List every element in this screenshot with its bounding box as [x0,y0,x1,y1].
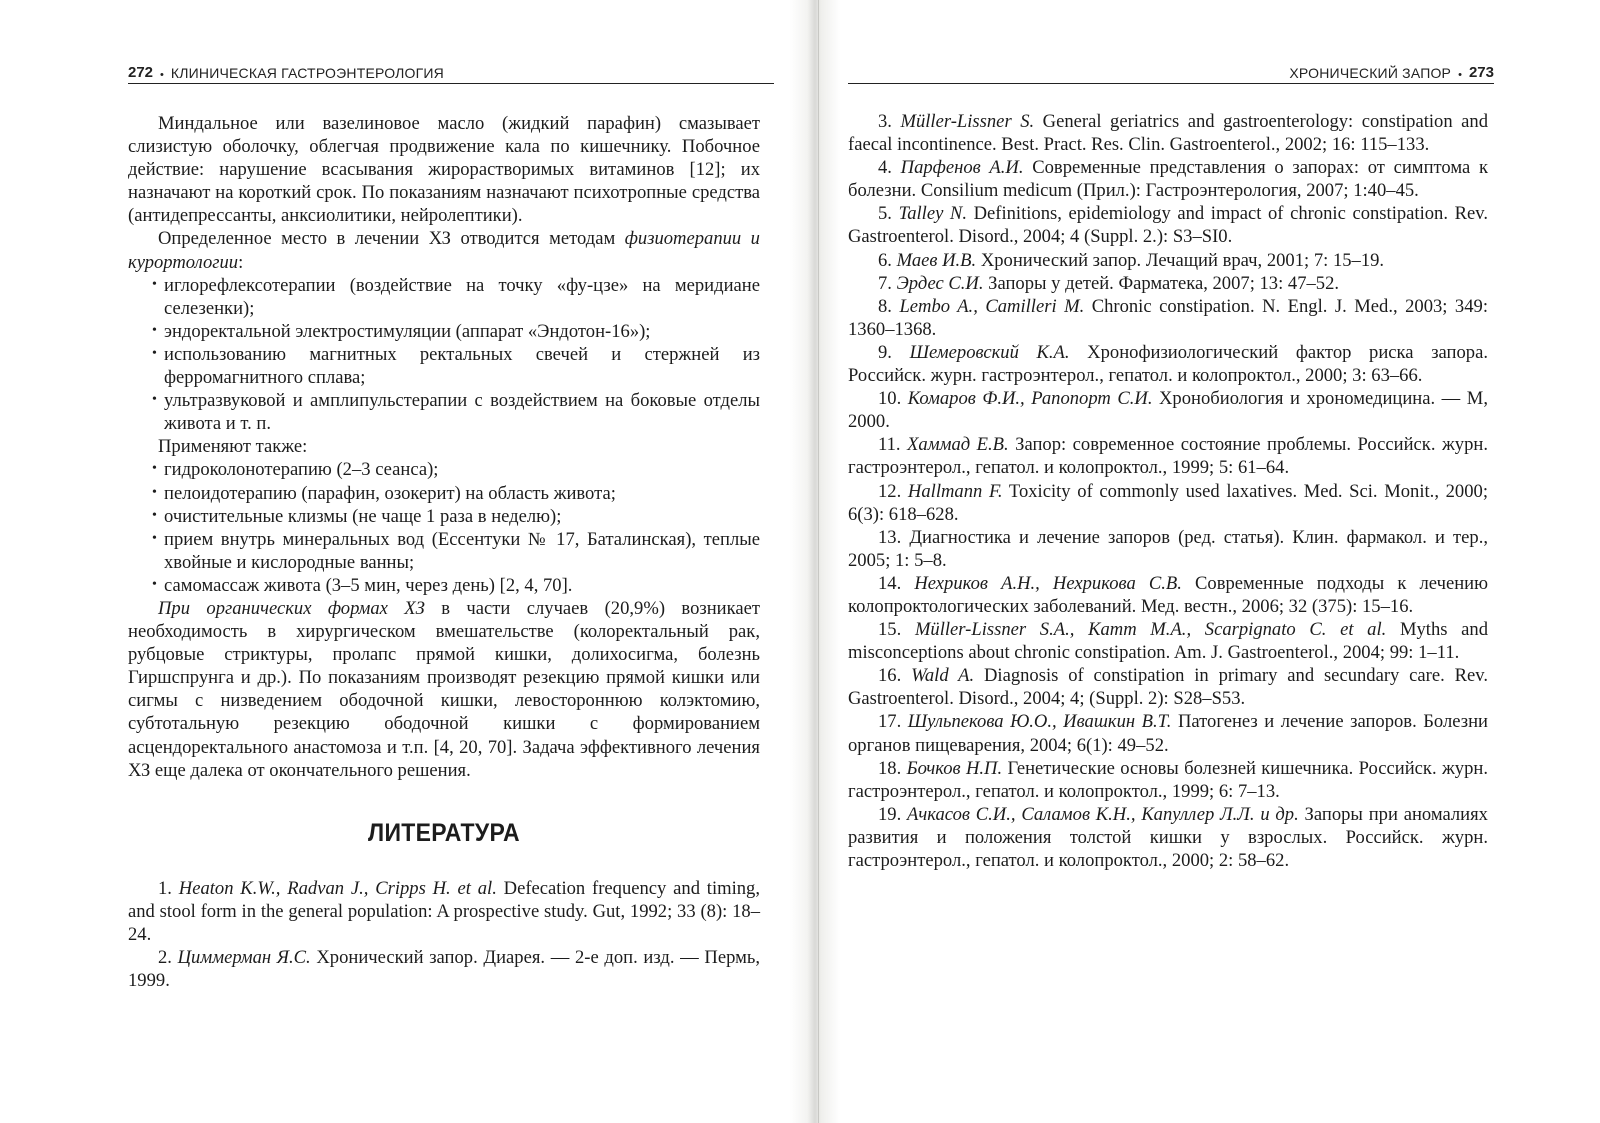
ref-text: Современные подходы к лечению колопроктологических заболеваний. Мед. вестн., 2006; 32 (375): 15–16. [848,572,1488,617]
reference-item [848,572,1488,618]
ref-authors: Нехриков А.Н., Нехрикова С.В. [914,572,1182,594]
paragraph-physiotherapy-intro [128,227,760,273]
reference-item [848,295,1488,341]
list-item: • очистительные клизмы (не чаще 1 раза в неделю); [152,505,760,528]
ref-number: 5. [878,203,892,225]
ref-authors: Hallmann F. [907,480,1003,502]
ref-text: Хронофизиологический фактор риска запора. Российск. журн. гастроэнтерол., гепатол. и колопроктол., 2000; 3: 63–66. [848,341,1489,387]
reference-item [128,877,760,946]
ref-text: Патогенез и лечение запоров. Болезни органов пищеварения, 2004; 6(1): 49–52. [848,711,1488,756]
ref-text: Хронобиология и хрономедицина. — М, 2000. [848,388,1488,433]
ref-authors: Парфенов А.И. [900,157,1024,179]
paragraph-oils: Миндальное или вазелиновое масло (жидкий парафин) смазывает слизистую оболочку, облегчая продвижение кала по кишечнику. Побочное действие: нарушение всасывания жирорастворимых витаминов [12]; их назначают на короткий срок. По показаниям назначают психотропные средства (антидепрессанты, анксиолитики, нейролептики). [128,113,760,227]
ref-text: Хронический запор. Лечащий врач, 2001; 7: 15–19. [976,249,1385,271]
reference-item [848,526,1488,572]
ref-authors: Хаммад Е.В. [907,434,1009,456]
ref-authors: Müller-Lissner S. [900,111,1035,132]
book-gutter [790,0,840,1123]
ref-text: Definitions, epidemiology and impact of chronic constipation. Rev. Gastroenterol. Disord., 2004; 4 (Suppl. 2.): S3–SI0. [848,203,1488,248]
reference-item [848,272,1488,295]
paragraph-surgery [128,597,760,782]
ref-number: 6. [878,249,892,271]
ref-authors: Heaton K.W., Radvan J., Cripps H. et al. [178,877,497,899]
ref-text: Хронический запор. Диарея. — 2-е доп. изд. — Пермь, 1999. [128,947,760,992]
right-header-separator: • [1458,69,1462,81]
list-item: • пелоидотерапию (парафин, озокерит) на область живота; [152,482,760,505]
ref-text: Запоры при аномалиях развития и положения толстой кишки у взрослых. Российск. журн. гастроэнтерол., гепатол. и колопроктол., 2000; 2: 58–62. [848,803,1488,871]
ref-text: Chronic constipation. N. Engl. J. Med., 2003; 349: 1360–1368. [848,295,1488,340]
ref-text: Диагностика и лечение запоров (ред. статья). Клин. фармакол. и тер., 2005; 1: 5–8. [848,526,1488,571]
ref-number: 10. [878,388,902,410]
ref-number: 16. [878,665,902,687]
left-running-title: КЛИНИЧЕСКАЯ ГАСТРОЭНТЕРОЛОГИЯ [170,65,444,81]
reference-item [848,110,1488,156]
list-item: • эндоректальной электростимуляции (аппарат «Эндотон-16»); [152,320,760,343]
also-applied-list [128,458,760,597]
right-reference-list [848,110,1488,872]
ref-number: 18. [878,757,902,779]
right-running-head [848,58,1494,84]
ref-authors: Шульпекова Ю.О., Ивашкин В.Т. [907,711,1172,733]
reference-item [848,156,1488,202]
literature-heading: ЛИТЕРАТУРА [368,818,520,847]
ref-authors: Комаров Ф.И., Рапопорт С.И. [907,388,1153,410]
reference-item [848,803,1488,872]
ref-text: Запор: современное состояние проблемы. Российск. журн. гастроэнтерол., гепатол. и колопроктол., 1999; 5: 61–64. [848,434,1488,479]
right-running-title: ХРОНИЧЕСКИЙ ЗАПОР [1289,65,1452,81]
physio-intro-emphasis: физиотерапии и курортологии [128,228,760,273]
ref-authors: Ачкасов С.И., Саламов К.Н., Капуллер Л.Л. и др. [907,803,1299,825]
reference-item [848,202,1488,248]
ref-number: 11. [878,434,901,456]
ref-number: 13. [878,526,902,548]
ref-number: 17. [878,711,902,733]
right-page-number: 273 [1468,64,1494,81]
ref-number: 4. [878,157,892,179]
reference-item [848,387,1488,433]
reference-item [848,341,1488,387]
reference-item [848,249,1488,272]
reference-item [128,946,760,992]
left-body-text [128,112,760,992]
physio-intro-tail: : [238,251,244,273]
ref-authors: Müller-Lissner S.A., Kamm M.A., Scarpignato C. et al. [914,619,1387,641]
list-item: • самомассаж живота (3–5 мин, через день) [2, 4, 70]. [152,574,760,597]
ref-number: 15. [878,619,902,641]
list-item: • использованию магнитных ректальных свечей и стержней из ферромагнитного сплава; [152,343,760,389]
ref-number: 3. [878,111,892,132]
ref-number: 19. [878,803,902,825]
list-item: • ультразвуковой и амплипульстерапии с воздействием на боковые отделы живота и т. п. [152,389,760,435]
ref-text: Defecation frequency and timing, and stool form in the general population: A prospective study. Gut, 1992; 33 (8): 18–24. [128,877,760,945]
ref-text: General geriatrics and gastroenterology: constipation and faecal incontinence. Best. Pract. Res. Clin. Gastroenterol., 2002; 16: 115–133. [848,111,1489,156]
list-item: • гидроколонотерапию (2–3 сеанса); [152,458,760,481]
ref-number: 8. [878,295,892,317]
ref-text: Генетические основы болезней кишечника. Российск. журн. гастроэнтерол., гепатол. и колопроктол., 1999; 6: 7–13. [848,757,1489,802]
ref-number: 7. [878,272,892,294]
physio-intro-lead: Определенное место в лечении ХЗ отводится методам [158,228,625,250]
reference-item [848,664,1488,710]
ref-number: 9. [878,341,892,363]
ref-authors: Wald A. [911,665,975,687]
reference-item [848,433,1488,479]
ref-text: Myths and misconceptions about chronic constipation. Am. J. Gastroenterol., 2004; 99: 1–11. [848,619,1489,664]
gutter-fold-line [818,0,819,1123]
ref-text: Diagnosis of constipation in primary and secundary care. Rev. Gastroenterol. Disord., 2004; 4; (Suppl. 2): S28–S53. [848,665,1488,710]
list-item: • иглорефлексотерапии (воздействие на точку «фу-цзе» на меридиане селезенки); [152,274,760,320]
ref-authors: Lembo A., Camilleri M. [899,295,1085,317]
ref-authors: Бочков Н.П. [906,757,1003,779]
ref-authors: Циммерман Я.С. [177,947,311,969]
ref-text: Запоры у детей. Фарматека, 2007; 13: 47–52. [983,272,1340,294]
ref-number: 1. [158,877,172,899]
reference-item [848,710,1488,756]
physiotherapy-list [128,274,760,436]
ref-number: 12. [878,480,902,502]
ref-number: 2. [158,947,172,969]
list-item: • прием внутрь минеральных вод (Ессентуки № 17, Баталинская), теплые хвойные и кислородные ванны; [152,528,760,574]
ref-authors: Talley N. [898,203,967,225]
surgery-emphasis: При органических формах ХЗ [158,597,425,619]
ref-authors: Маев И.В. [896,249,977,271]
reference-item [848,618,1488,664]
left-page [0,0,790,1123]
left-header-separator: • [160,69,164,81]
left-running-head [128,58,774,84]
ref-text: Современные представления о запорах: от симптома к болезни. Consilium medicum (Прил.): Гастроэнтерология, 2007; 1:40–45. [848,157,1488,202]
right-page [840,0,1600,1123]
ref-text: Toxicity of commonly used laxatives. Med. Sci. Monit., 2000; 6(3): 618–628. [848,480,1488,525]
reference-item [848,757,1488,803]
also-applied-label: Применяют также: [158,436,308,458]
reference-item [848,480,1488,526]
ref-number: 14. [878,572,902,594]
ref-authors: Эрдес С.И. [896,272,984,294]
surgery-text: в части случаев (20,9%) возникает необходимость в хирургическом вмешательстве (колоректальный рак, рубцовые стриктуры, пролапс прямой кишки, долихосигма, болезнь Гиршспрунга и др.). По показаниям производят резекцию прямой кишки или сигмы с низведением ободочной кишки, левостороннюю колэктомию, субтотальную резекцию ободочной кишки с формированием асцендоректального анастомоза и т.п. [4, 20, 70]. Задача эффективного лечения ХЗ еще далека от окончательного решения. [128,597,760,781]
ref-authors: Шемеровский К.А. [909,341,1070,363]
left-page-number: 272 [128,64,154,81]
